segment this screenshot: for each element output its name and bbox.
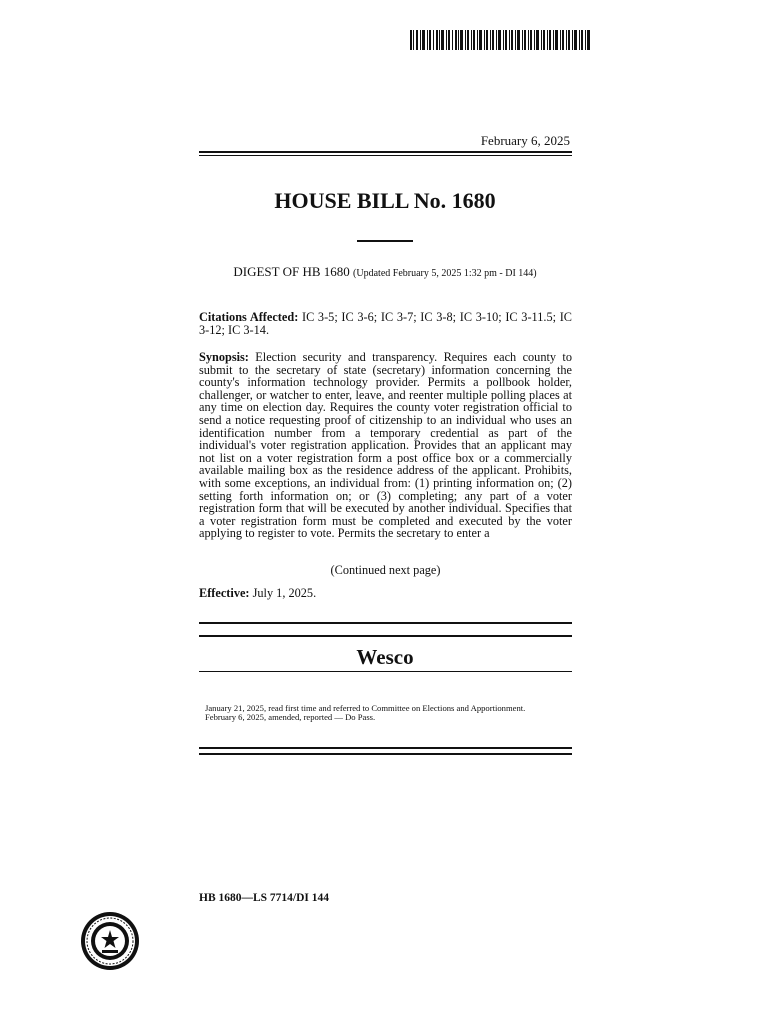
bill-author: Wesco — [356, 645, 414, 669]
effective-date — [199, 587, 572, 600]
history-entry: February 6, 2025, amended, reported — Do Pass. — [205, 712, 376, 723]
digest-title: DIGEST OF HB 1680 — [233, 264, 350, 279]
bill-history — [199, 704, 572, 722]
citations-text: IC 3-5; IC 3-6; IC 3-7; IC 3-8; IC 3-10; IC 3-11.5; IC 3-12; IC 3-14. — [199, 310, 572, 337]
mid-rule-2 — [199, 635, 572, 637]
synopsis-label: Synopsis: — [199, 350, 249, 364]
state-seal-icon — [80, 911, 140, 971]
bottom-rule-1 — [199, 747, 572, 749]
author-rule — [199, 671, 572, 672]
continued-note: (Continued next page) — [330, 563, 441, 577]
digest-updated: (Updated February 5, 2025 1:32 pm - DI 144) — [353, 268, 537, 279]
bottom-rule-2 — [199, 753, 572, 755]
digest-heading — [0, 264, 770, 280]
citations-affected — [199, 311, 572, 336]
history-entry: January 21, 2025, read first time and referred to Committee on Elections and Apportionment. — [205, 703, 526, 713]
effective-label: Effective: — [199, 586, 250, 600]
top-rule-thick — [199, 151, 572, 153]
synopsis-text: Election security and transparency. Requires each county to submit to the secretary of state (secretary) information concerning the county's information technology provider. Permits a pollbook holder, challenger, or watcher to enter, leave, and reenter multiple polling places at any time on election day. Requires the county voter registration official to send a notice requesting proof of citizenship to an individual who uses an identification number from a temporary credential as part of the individual's voter registration application. Provides that an applicant may not list on a voter registration form a post office box or a commercially available mailing box as the residence address of the applicant. Prohibits, with some exceptions, an individual from: (1) printing information on; (2) setting forth information on; or (3) completing; any part of a voter registration form that will be executed by another individual. Specifies that a voter registration form must be completed and executed by the voter applying to register to vote. Permits the secretary to enter a — [199, 350, 572, 541]
mid-rule-1 — [199, 622, 572, 624]
synopsis — [199, 351, 572, 540]
citations-label: Citations Affected: — [199, 310, 299, 324]
bill-title: HOUSE BILL No. 1680 — [274, 188, 496, 213]
bill-identifier: HB 1680—LS 7714/DI 144 — [199, 892, 330, 904]
barcode-icon — [410, 30, 590, 50]
top-rule-thin — [199, 155, 572, 156]
title-underline — [357, 240, 413, 242]
effective-text: July 1, 2025. — [252, 586, 317, 600]
bill-date: February 6, 2025 — [480, 133, 570, 148]
